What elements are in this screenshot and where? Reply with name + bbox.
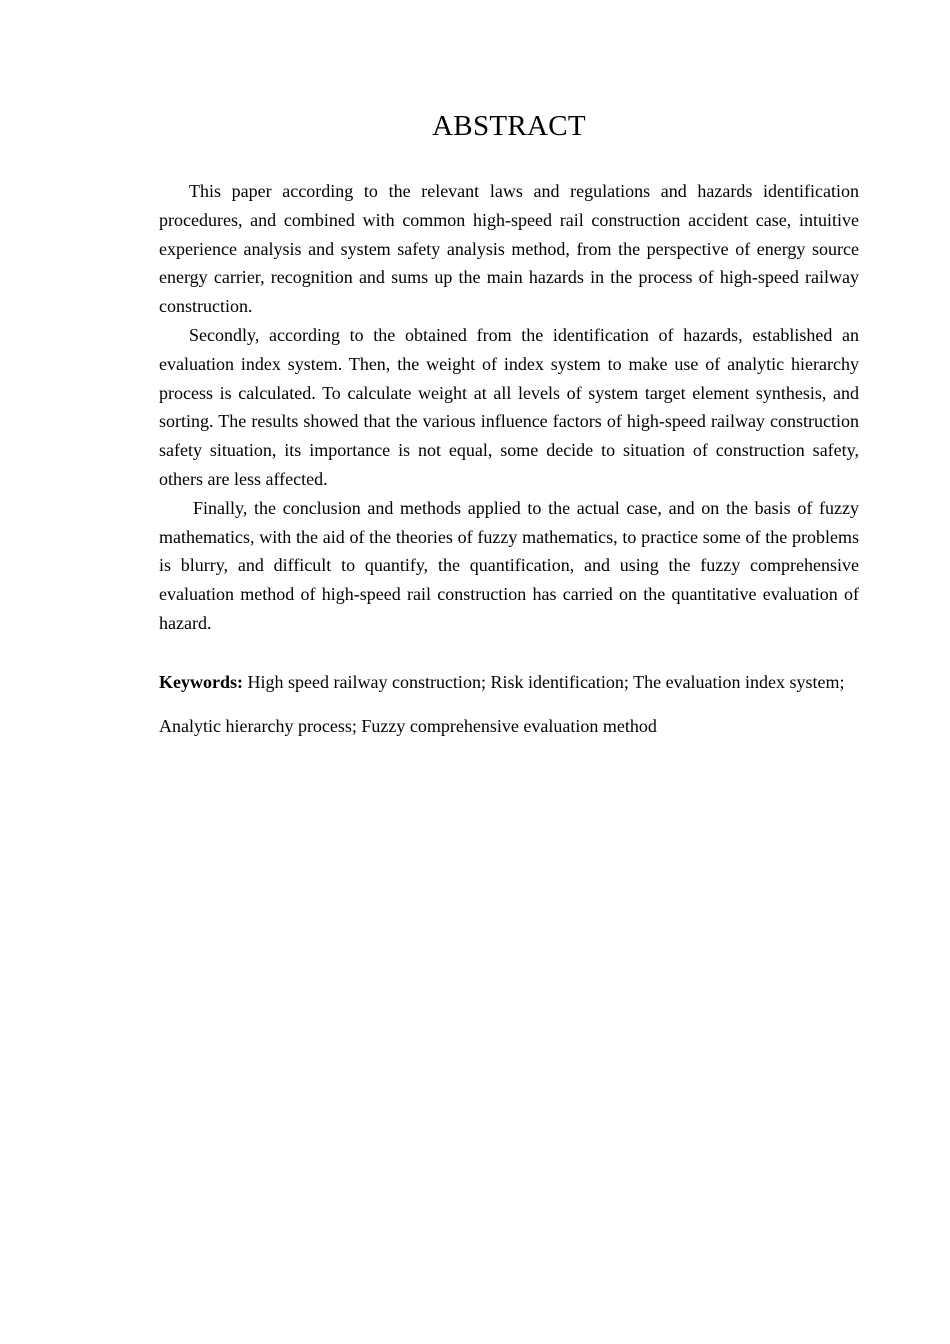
abstract-paragraph-3: Finally, the conclusion and methods applied to the actual case, and on the basis of fuzzy mathematics, with the aid of the theories of fuzzy mathematics, to practice some of the problems is blurry, and difficult to quantify, the quantification, and using the fuzzy comprehensive evaluation method of high-speed rail construction has carried on the quantitative evaluation of hazard.: [159, 497, 859, 633]
abstract-body: [159, 177, 859, 638]
keywords-label: Keywords:: [159, 672, 243, 692]
keywords-line: [159, 660, 859, 748]
keywords-text: High speed railway construction; Risk identification; The evaluation index system; Analytic hierarchy process; Fuzzy comprehensive evaluation method: [159, 672, 845, 736]
abstract-paragraph-2: Secondly, according to the obtained from the identification of hazards, established an evaluation index system. Then, the weight of index system to make use of analytic hierarchy process is calculated. To calculate weight at all levels of system target element synthesis, and sorting. The results showed that the various influence factors of high-speed railway construction safety situation, its importance is not equal, some decide to situation of construction safety, others are less affected.: [159, 324, 859, 489]
abstract-paragraph-1: This paper according to the relevant laws and regulations and hazards identification procedures, and combined with common high-speed rail construction accident case, intuitive experience analysis and system safety analysis method, from the perspective of energy source energy carrier, recognition and sums up the main hazards in the process of high-speed railway construction.: [159, 181, 859, 317]
abstract-title: ABSTRACT: [432, 110, 586, 142]
